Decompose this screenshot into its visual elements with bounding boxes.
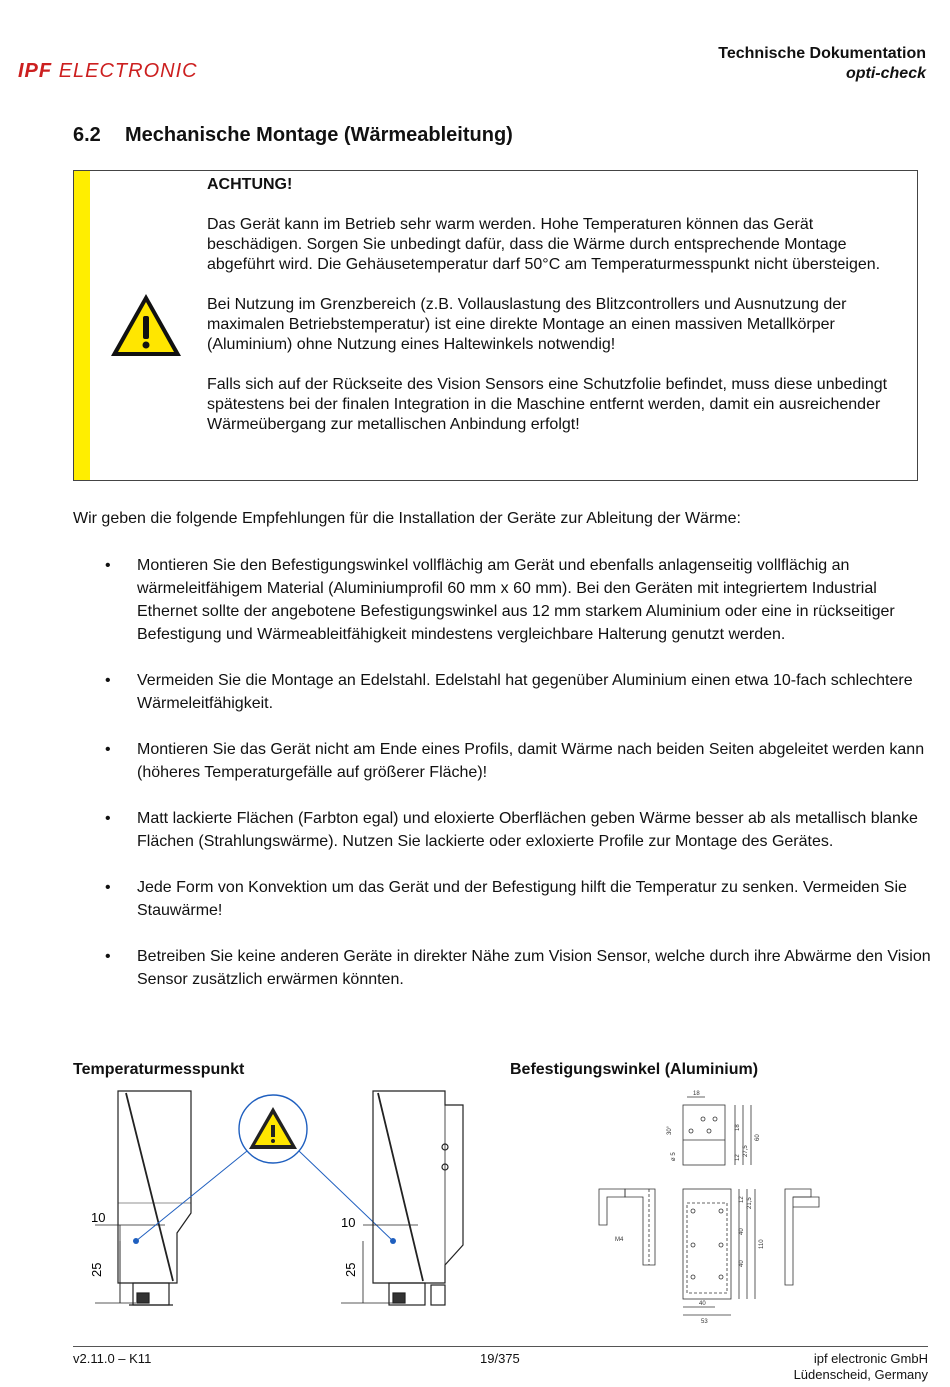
footer-company <box>794 1351 928 1383</box>
intro-text: Wir geben die folgende Empfehlungen für die Installation der Geräte zur Ableitung der Wärme: <box>73 510 741 527</box>
dim-60: 60 <box>755 1134 761 1141</box>
list-item-text: Jede Form von Konvektion um das Gerät und der Befestigung hilft die Temperatur zu senken. Vermeiden Sie Stauwärme! <box>137 879 907 919</box>
measuring-point-right <box>390 1238 396 1244</box>
dimension-25-right: 25 <box>343 1262 358 1277</box>
temperature-measuring-point-figure <box>73 1085 493 1330</box>
bullet-icon: • <box>105 879 111 896</box>
logo-text: ELECTRONIC <box>58 60 198 82</box>
footer-company-name: ipf electronic GmbH <box>813 1351 928 1366</box>
warning-paragraph-2: Bei Nutzung im Grenzbereich (z.B. Vollauslastung des Blitzcontrollers und Ausnutzung der maximalen Betriebstemperatur) ist eine direkte Montage an einen massiven Metallkörper (Aluminium) ohne Nutzung eines Haltewinkels notwendig! <box>207 296 847 353</box>
warning-text <box>207 175 907 455</box>
footer-company-location: Lüdenscheid, Germany <box>793 1367 928 1382</box>
dim-40c: 40 <box>699 1301 706 1307</box>
list-item <box>105 876 935 922</box>
dim-12: 12 <box>735 1154 741 1161</box>
bullet-icon: • <box>105 741 111 758</box>
dim-18: 18 <box>735 1124 741 1131</box>
dim-30deg: 30° <box>667 1125 673 1135</box>
dimension-10-right: 10 <box>341 1215 356 1230</box>
mounting-bracket-figure <box>595 1085 825 1325</box>
warning-paragraph-1: Das Gerät kann im Betrieb sehr warm werden. Hohe Temperaturen können das Gerät beschädigen. Sorgen Sie unbedingt dafür, dass die Wärme durch entsprechende Montage abgeführt wird. Die Gehäusetemperatur darf 50°C am Temperaturmesspunkt nicht übersteigen. <box>207 216 881 273</box>
product-name: opti-check <box>845 65 926 82</box>
section-heading: Mechanische Montage (Wärmeableitung) <box>125 124 513 146</box>
section-title <box>73 124 513 147</box>
list-item <box>105 945 935 991</box>
footer-version: v2.11.0 – K11 <box>73 1351 152 1366</box>
footer-divider <box>73 1346 928 1347</box>
list-item-text: Montieren Sie das Gerät nicht am Ende eines Profils, damit Wärme nach beiden Seiten abgeleitet werden kann (höheres Temperaturgefälle auf größerer Fläche)! <box>137 741 925 781</box>
warning-paragraph-3: Falls sich auf der Rückseite des Vision Sensors eine Schutzfolie befindet, muss diese unbedingt spätestens bei der finalen Integration in die Maschine entfernt werden, damit ein ausreichender Wärmeübergang zur metallischen Anbindung erfolgt! <box>207 376 888 433</box>
dimension-10-left: 10 <box>91 1210 106 1225</box>
recommendation-list <box>105 554 935 1014</box>
dim-40a: 40 <box>739 1228 745 1235</box>
dim-40b: 40 <box>739 1260 745 1267</box>
list-item <box>105 554 935 646</box>
list-item-text: Matt lackierte Flächen (Farbton egal) und eloxierte Oberflächen geben Wärme besser ab als metallisch blanke Flächen (Strahlungswärme). Nutzen Sie lackierte oder exloxierte Profile zur Montage des Gerätes. <box>137 810 918 850</box>
dim-18-top: 18 <box>693 1091 700 1097</box>
list-item <box>105 738 935 784</box>
figure-title-temperature: Temperaturmesspunkt <box>73 1061 245 1078</box>
list-item-text: Montieren Sie den Befestigungswinkel vollflächig am Gerät und ebenfalls anlagenseitig vollflächig an wärmeleitfähigem Material (Aluminiumprofil 60 mm x 60 mm). Bei den Geräten mit integriertem Industrial Ethernet sollte der angebotene Befestigungswinkel aus 12 mm starkem Aluminium oder eine in rückseitiger Befestigung und Wärmeableitfähigkeit mindestens vergleichbare Halterung genutzt werden. <box>137 557 895 643</box>
dim-110: 110 <box>759 1239 765 1249</box>
warning-stripe <box>74 171 90 480</box>
document-header <box>718 44 926 84</box>
dim-27-5: 27,5 <box>743 1145 749 1157</box>
bullet-icon: • <box>105 672 111 689</box>
sensor-device-right <box>373 1091 463 1305</box>
warning-box <box>73 170 918 481</box>
warning-triangle-icon <box>108 291 184 359</box>
doc-type: Technische Dokumentation <box>718 45 926 62</box>
logo-brand: IPF <box>18 60 53 82</box>
dimension-25-left: 25 <box>89 1262 104 1277</box>
sensor-device-left <box>118 1091 191 1305</box>
dim-phi5: ø 5 <box>671 1152 677 1161</box>
dim-12b: 12 <box>739 1196 745 1203</box>
company-logo <box>18 60 198 83</box>
list-item-text: Betreiben Sie keine anderen Geräte in direkter Nähe zum Vision Sensor, welche durch ihre Abwärme den Vision Sensor zusätzlich erwärmen könnten. <box>137 948 931 988</box>
section-number: 6.2 <box>73 124 101 146</box>
list-item <box>105 669 935 715</box>
list-item-text: Vermeiden Sie die Montage an Edelstahl. Edelstahl hat gegenüber Aluminium einen etwa 10-fach schlechtere Wärmeleitfähigkeit. <box>137 672 913 712</box>
bullet-icon: • <box>105 557 111 574</box>
bullet-icon: • <box>105 810 111 827</box>
figure-title-bracket: Befestigungswinkel (Aluminium) <box>510 1061 759 1078</box>
list-item <box>105 807 935 853</box>
dim-21-5: 21,5 <box>747 1197 753 1209</box>
warning-heading: ACHTUNG! <box>207 176 293 193</box>
footer-page-number: 19/375 <box>480 1351 520 1366</box>
bullet-icon: • <box>105 948 111 965</box>
label-m4: M4 <box>615 1237 624 1243</box>
dim-53: 53 <box>701 1319 708 1325</box>
